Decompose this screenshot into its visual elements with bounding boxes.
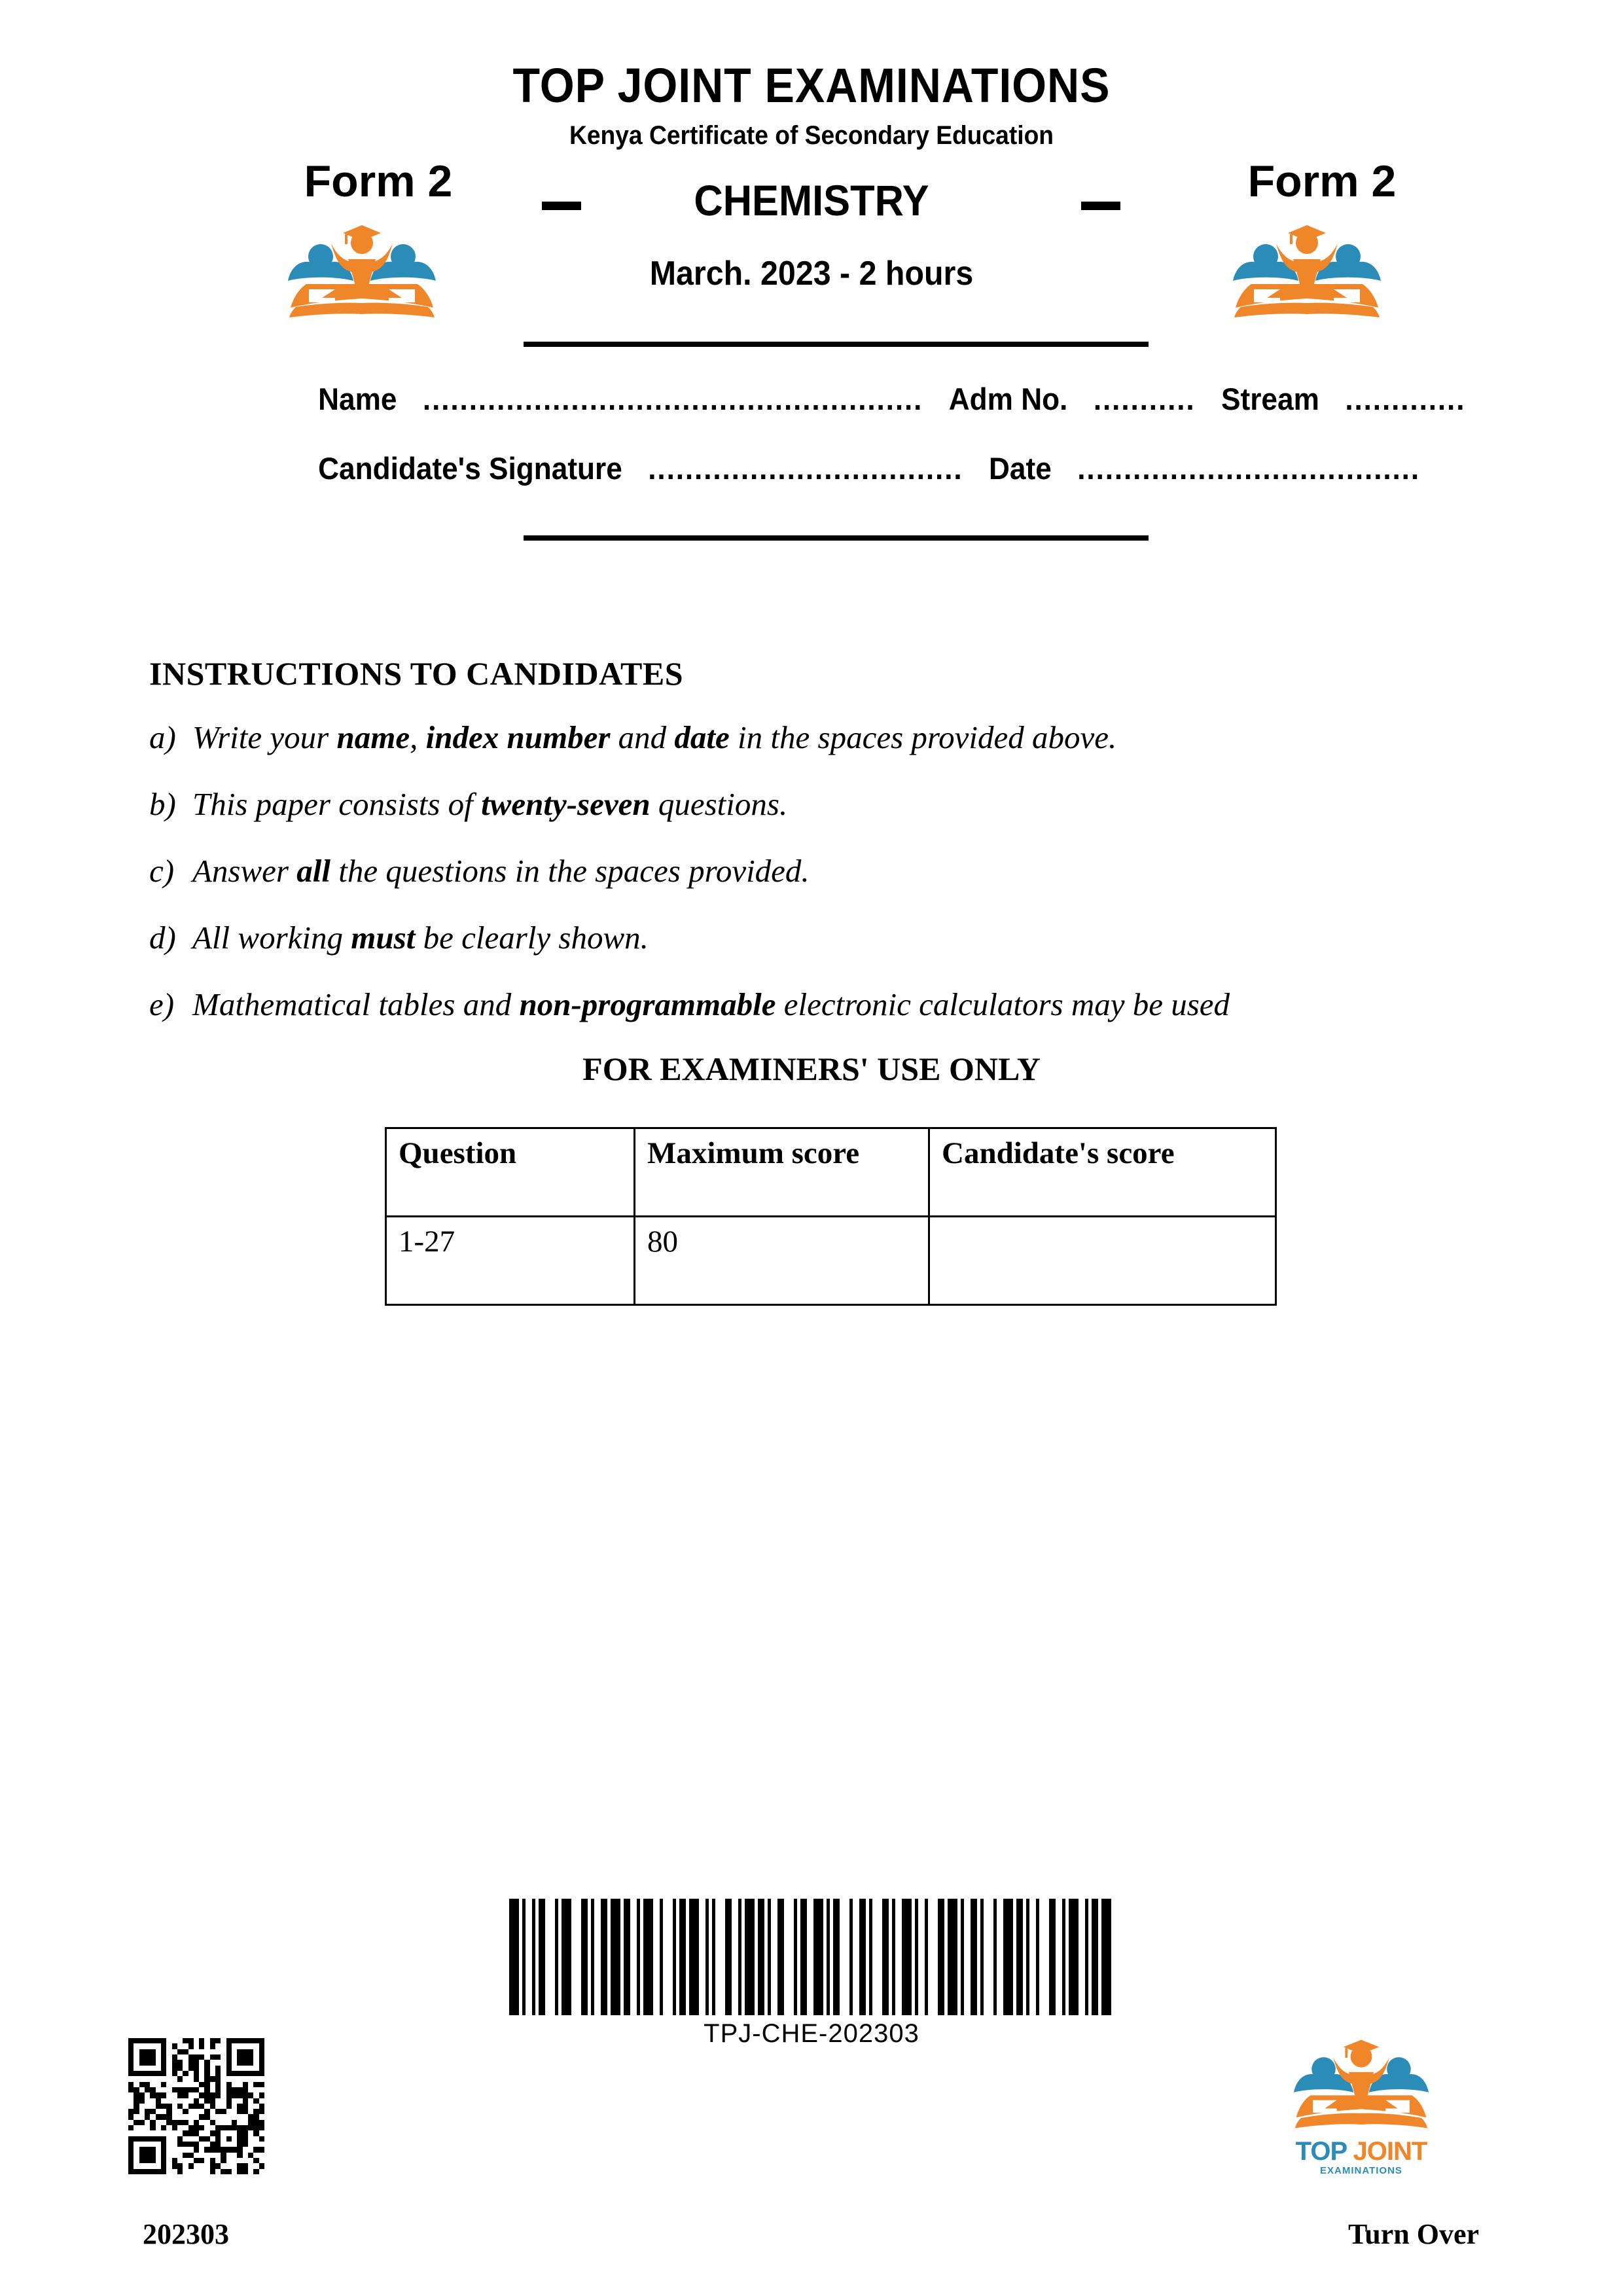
- subject-title: CHEMISTRY: [694, 176, 929, 224]
- instruction-text: Answer all the questions in the spaces provided.: [192, 853, 810, 889]
- instruction-marker: a): [149, 719, 176, 755]
- table-row: [386, 1217, 1276, 1305]
- adm-no-input[interactable]: ...........: [1093, 382, 1196, 416]
- instruction-text: Write your name, index number and date in the spaces provided above.: [192, 719, 1117, 755]
- cell-question-range: 1-27: [386, 1217, 635, 1305]
- column-header-candidate-score: Candidate's score: [929, 1128, 1276, 1217]
- table-header-row: [386, 1128, 1276, 1217]
- exam-subtitle: Kenya Certificate of Secondary Education: [569, 121, 1054, 150]
- turn-over-label: Turn Over: [1347, 2218, 1479, 2250]
- exam-date-duration: March. 2023 - 2 hours: [649, 255, 974, 293]
- dash-separator-left: [542, 202, 581, 210]
- instruction-text: Mathematical tables and non-programmable electronic calculators may be used: [192, 986, 1230, 1022]
- logo-wordmark: [1287, 2138, 1436, 2164]
- instruction-item-c: [149, 852, 810, 889]
- name-label: Name: [318, 382, 397, 416]
- instruction-item-b: [149, 785, 787, 823]
- instruction-marker: e): [149, 986, 175, 1022]
- adm-no-label: Adm No.: [948, 382, 1068, 416]
- candidate-name-row: [48, 381, 1574, 417]
- instruction-item-a: [149, 719, 1116, 756]
- header-rule-bottom: [524, 535, 1149, 541]
- stream-input[interactable]: .............: [1345, 382, 1466, 416]
- instruction-text: This paper consists of twenty-seven questions.: [192, 786, 788, 822]
- instruction-item-e: [149, 986, 1230, 1023]
- barcode-label: TPJ-CHE-202303: [704, 2019, 919, 2048]
- signature-input[interactable]: ..................................: [648, 451, 963, 486]
- top-joint-logo-footer: [1287, 2029, 1436, 2179]
- date-input[interactable]: .....................................: [1077, 451, 1420, 486]
- logo-subtext: EXAMINATIONS: [1320, 2165, 1402, 2176]
- barcode-image: [509, 1899, 1115, 2015]
- form-level-left: Form 2: [304, 156, 453, 206]
- logo-word-joint: JOINT: [1353, 2137, 1427, 2166]
- stream-label: Stream: [1221, 382, 1319, 416]
- instruction-marker: b): [149, 786, 176, 822]
- dash-separator-right: [1081, 202, 1120, 210]
- instruction-marker: d): [149, 920, 176, 956]
- examiners-use-only-title: FOR EXAMINERS' USE ONLY: [582, 1050, 1041, 1087]
- instruction-marker: c): [149, 853, 175, 889]
- column-header-maximum-score: Maximum score: [635, 1128, 929, 1217]
- cell-maximum-score: 80: [635, 1217, 929, 1305]
- page-code: 202303: [143, 2218, 229, 2250]
- examiners-score-table: [385, 1127, 1277, 1306]
- barcode-block: [0, 1890, 1623, 2049]
- instruction-text: All working must be clearly shown.: [192, 920, 649, 956]
- qr-code-image: [128, 2038, 264, 2174]
- signature-label: Candidate's Signature: [318, 451, 622, 486]
- logo-word-top: TOP: [1295, 2137, 1353, 2166]
- exam-header: [0, 0, 1623, 576]
- graduates-book-icon: [1287, 2029, 1436, 2134]
- date-label: Date: [989, 451, 1052, 486]
- name-input[interactable]: ......................................................: [422, 382, 923, 416]
- page-title: TOP JOINT EXAMINATIONS: [512, 58, 1111, 113]
- form-level-right: Form 2: [1247, 156, 1397, 206]
- instructions-heading: INSTRUCTIONS TO CANDIDATES: [149, 655, 684, 692]
- column-header-question: Question: [386, 1128, 635, 1217]
- cell-candidate-score[interactable]: [929, 1217, 1276, 1305]
- header-rule-top: [524, 342, 1149, 347]
- instruction-item-d: [149, 919, 649, 956]
- candidate-signature-row: [48, 450, 1574, 486]
- qr-code: [128, 2038, 264, 2174]
